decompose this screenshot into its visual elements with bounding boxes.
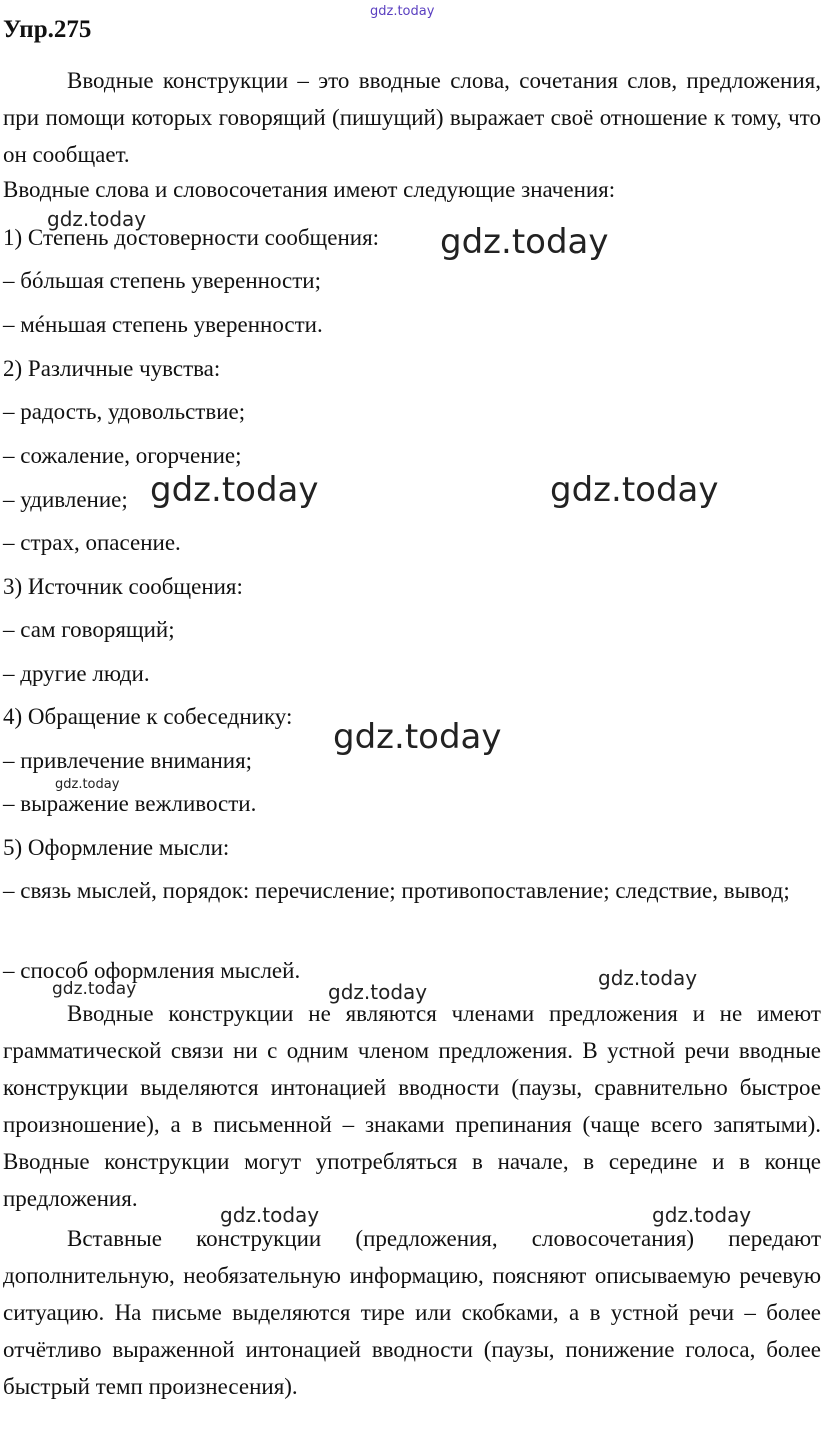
watermark: gdz.today xyxy=(47,207,147,231)
watermark: gdz.today xyxy=(220,1203,320,1227)
watermark: gdz.today xyxy=(652,1203,752,1227)
list-item-3: 3) Источник сообщения: xyxy=(3,574,243,599)
list-subitem: – сам говорящий; xyxy=(3,617,175,642)
watermark: gdz.today xyxy=(52,979,137,999)
list-subitem: – другие люди. xyxy=(3,661,150,686)
list-item-1: 1) Степень достоверности сообщения: xyxy=(3,225,380,250)
list-item-4: 4) Обращение к собеседнику: xyxy=(3,704,293,729)
watermark: gdz.today xyxy=(333,717,502,757)
list-subitem: – связь мыслей, порядок: перечисление; противопоставление; следствие, вывод; xyxy=(3,878,790,903)
list-item-5: 5) Оформление мысли: xyxy=(3,835,230,860)
watermark: gdz.today xyxy=(370,4,435,19)
list-subitem: – привлечение внимания; xyxy=(3,748,253,773)
values-heading: Вводные слова и словосочетания имеют следующие значения: xyxy=(3,177,616,202)
watermark: gdz.today xyxy=(550,470,719,510)
insert-paragraph: Вставные конструкции (предложения, словосочетания) передают дополнительную, необязательную информацию, поясняют описываемую речевую ситуацию. На письме выделяются тире или скобками, а в устной речи – более отчётливо выраженной интонацией вводности (паузы, понижение голоса, более быстрый темп произнесения). xyxy=(3,1226,821,1399)
watermark: gdz.today xyxy=(328,980,428,1004)
list-subitem: – сожаление, огорчение; xyxy=(3,443,242,468)
list-subitem: – удивление; xyxy=(3,487,128,512)
list-subitem: – страх, опасение. xyxy=(3,530,181,555)
watermark: gdz.today xyxy=(150,470,319,510)
list-subitem: – радость, удовольствие; xyxy=(3,399,246,424)
watermark: gdz.today xyxy=(440,222,609,262)
exercise-title: Упр.275 xyxy=(3,16,92,43)
intro-paragraph: Вводные конструкции – это вводные слова, сочетания слов, предложения, при помощи которых говорящий (пишущий) выражает своё отношение к тому, что он сообщает. xyxy=(3,68,821,167)
list-subitem: – бóльшая степень уверенности; xyxy=(3,268,321,293)
grammar-paragraph: Вводные конструкции не являются членами предложения и не имеют грамматической связи ни с одним членом предложения. В устной речи вводные конструкции выделяются интонацией вводности (паузы, сравнительно быстрое произношение), а в письменной – знаками препинания (чаще всего запятыми). Вводные конструкции могут употребляться в начале, в середине и в конце предложения. xyxy=(3,1001,821,1211)
watermark: gdz.today xyxy=(55,777,120,792)
watermark: gdz.today xyxy=(598,966,698,990)
list-item-2: 2) Различные чувства: xyxy=(3,356,221,381)
list-subitem: – способ оформления мыслей. xyxy=(3,958,301,983)
list-subitem: – мéньшая степень уверенности. xyxy=(3,312,323,337)
list-subitem: – выражение вежливости. xyxy=(3,791,257,816)
